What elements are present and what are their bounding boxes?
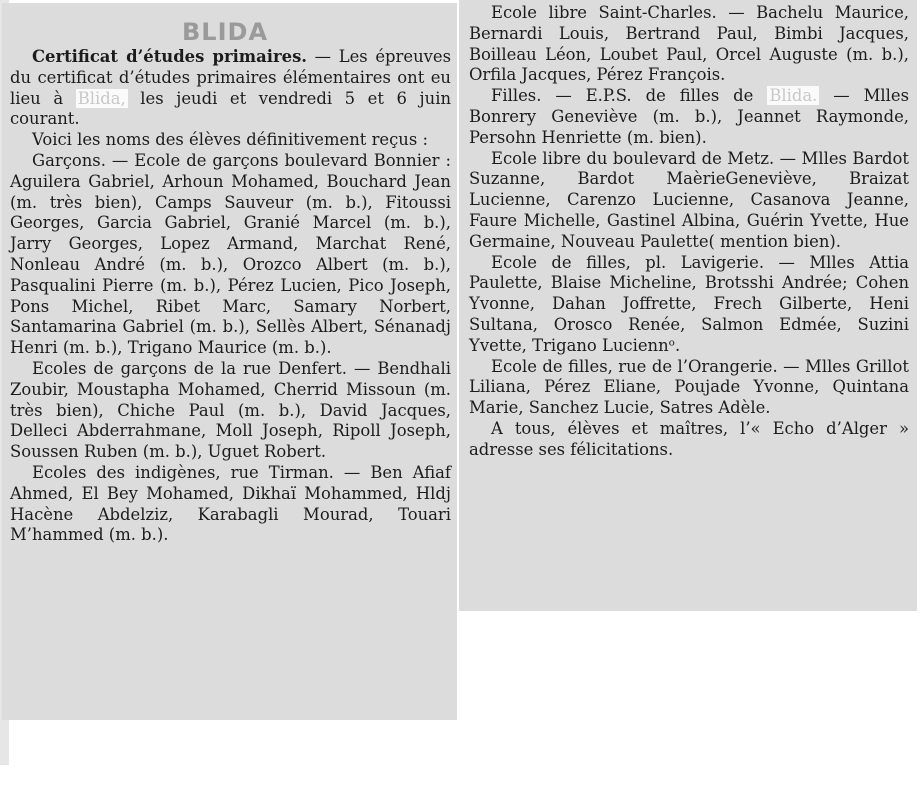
highlighted-place-2: Blida. <box>769 86 818 106</box>
orangerie-paragraph: Ecole de filles, rue de l’Orangerie. — Mlles Grillot Liliana, Pérez Eliane, Poujade Yvonne, Quintana Marie, Sanchez Lucie, Satres Adèle. <box>469 356 909 418</box>
indigenes-paragraph: Ecoles des indigènes, rue Tirman. — Ben Afiaf Ahmed, El Bey Mohamed, Dikhaï Mohammed, Hldj Hacène Abdelziz, Karabagli Mourad, Touari M’hammed (m. b.). <box>10 462 451 545</box>
names-intro-paragraph: Voici les noms des élèves définitivement reçus : <box>32 130 428 150</box>
boys-denfert-paragraph: Ecoles de garçons de la rue Denfert. — Bendhali Zoubir, Moustapha Mohamed, Cherrid Missoun (m. très bien), Chiche Paul (m. b.), David Jacques, Delleci Abderrahmane, Moll Joseph, Ripoll Joseph, Soussen Ruben (m. b.), Uguet Robert. <box>10 358 451 462</box>
boys-bonnier-paragraph: Garçons. — Ecole de garçons boulevard Bonnier : Aguilera Gabriel, Arhoun Mohamed, Bouchard Jean (m. très bien), Camps Sauveur (m. b.), Fitoussi Georges, Garcia Gabriel, Granié Marcel (m. b.), Jarry Georges, Lopez Armand, Marchat René, Nonleau André (m. b.), Orozco Albert (m. b.), Pasqualini Pierre (m. b.), Pérez Lucien, Pico Joseph, Pons Michel, Ribet Marc, Samary Norbert, Santamarina Gabriel (m. b.), Sellès Albert, Sénanadj Henri (m. b.), Trigano Maurice (m. b.). <box>10 150 451 358</box>
intro-text-a: — Les épreuves du certificat d’études primaires élémentaires ont eu lieu à <box>10 47 451 108</box>
intro-title: Certificat d’études primaires. <box>32 47 307 66</box>
metz-paragraph: Ecole libre du boulevard de Metz. — Mlles Bardot Suzanne, Bardot MaèrieGeneviève, Braizat Lucienne, Carenzo Lucienne, Casanova Jeanne, Faure Michelle, Gastinel Albina, Guérin Yvette, Hue Germaine, Nouveau Paulette( mention bien). <box>469 148 909 251</box>
girls-eps-text-a: Filles. — E.P.S. de filles de <box>491 86 768 106</box>
intro-text-b: les jeudi et vendredi 5 et 6 juin courant. <box>10 88 451 129</box>
girls-eps-paragraph <box>469 86 909 148</box>
intro-paragraph <box>10 47 451 130</box>
article-left-column <box>2 3 457 720</box>
closing-paragraph: A tous, élèves et maîtres, l’« Echo d’Alger » adresse ses félicitations. <box>469 418 909 459</box>
lavigerie-paragraph: Ecole de filles, pl. Lavigerie. — Mlles Attia Paulette, Blaise Micheline, Brotsshi Andrée; Cohen Yvonne, Dahan Joffrette, Frech Gilberte, Heni Sultana, Orosco Renée, Salmon Edmée, Suzini Yvette, Trigano Luciennᵒ. <box>469 252 909 355</box>
saint-charles-paragraph: Ecole libre Saint-Charles. — Bachelu Maurice, Bernardi Louis, Bertrand Paul, Bimbi Jacques, Boilleau Léon, Loubet Paul, Orcel Auguste (m. b.), Orfila Jacques, Pérez François. <box>469 3 909 85</box>
article-right-column <box>459 0 917 611</box>
girls-eps-text-b: — Mlles Bonrery Geneviève (m. b.), Jeannet Raymonde, Persohn Henriette (m. bien). <box>469 86 909 147</box>
highlighted-place: Blida, <box>77 88 126 108</box>
article-heading: BLIDA <box>182 18 269 46</box>
